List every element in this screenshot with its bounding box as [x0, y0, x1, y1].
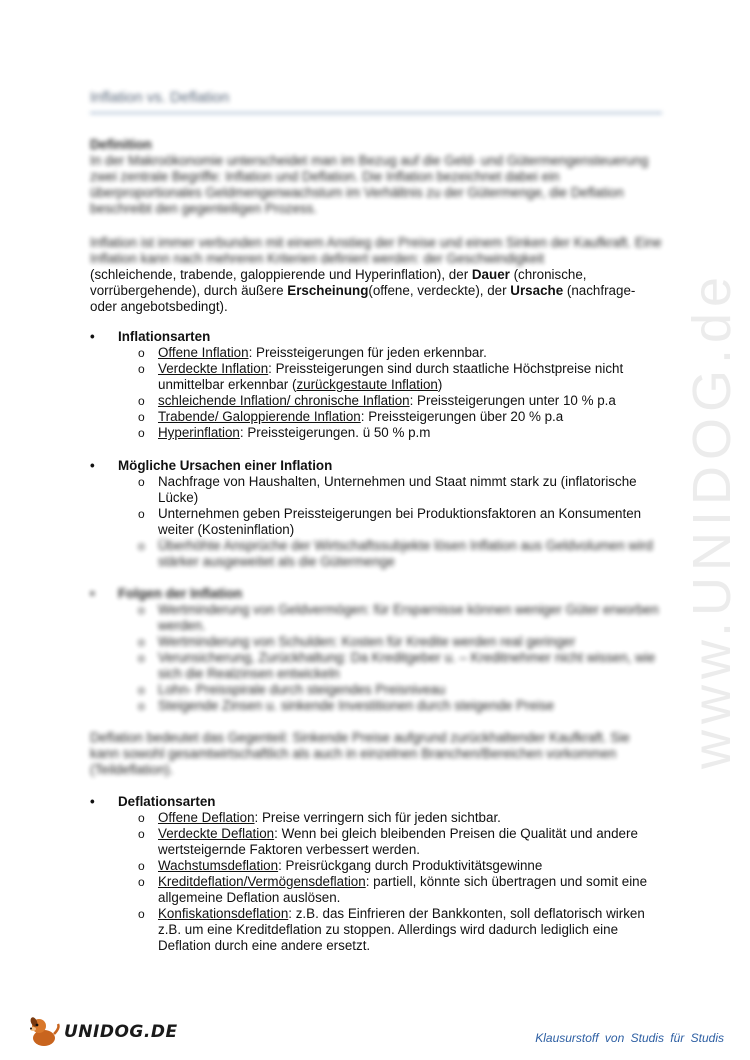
- inflation-text-2: (chronische,: [509, 267, 587, 282]
- term: Hyperinflation: [158, 425, 240, 440]
- folgen-section: [90, 586, 662, 714]
- desc: : Preissteigerungen. ü 50 % p.m: [239, 425, 431, 440]
- desc: : Preissteigerungen über 20 % p.a: [360, 409, 564, 424]
- list-item: [138, 393, 662, 409]
- inflation-text-4: (offene, verdeckte), der: [368, 283, 511, 298]
- list-item: o Nachfrage von Haushalten, Unternehmen und Staat nimmt stark zu (inflatorische Lücke): [138, 474, 662, 506]
- list-item: o Lohn- Preisspirale durch steigendes Preisniveau: [138, 682, 662, 698]
- definition-section: [90, 137, 662, 217]
- inflation-text-1: (schleichende, trabende, galoppierende und Hyperinflation), der: [90, 267, 472, 282]
- term: schleichende Inflation/ chronische Inflation: [158, 393, 410, 408]
- desc: : Preisrückgang durch Produktivitätsgewinne: [278, 858, 543, 873]
- list-item: o Steigende Zinsen u. sinkende Investitionen durch steigende Preise: [138, 698, 662, 714]
- term: zurückgestaute Inflation: [296, 377, 438, 392]
- inflation-erscheinung: Erscheinung: [287, 283, 369, 298]
- inflationsarten-section: [90, 329, 662, 441]
- term: Konfiskationsdeflation: [158, 906, 289, 921]
- deflation-text: Deflation bedeutet das Gegenteil: Sinkende Preise aufgrund zurückhaltender Kaufkraft. Sie kann sowohl gesamtwirtschaftlich als auch in einzelnen Branchen/Bereichen vorkommen (Teildeflation).: [90, 730, 630, 777]
- document-title: Inflation vs. Deflation: [90, 90, 662, 114]
- desc: : z.B. das Einfrieren der Bankkonten, soll deflatorisch wirken z.B. um eine Kreditdeflation zu stoppen. Allerdings wird dadurch lediglich eine Deflation durch eine andere ersetzt.: [158, 906, 645, 953]
- ursachen-section: [90, 458, 662, 570]
- list-item: o Verunsicherung, Zurückhaltung: Da Kreditgeber u. – Kreditnehmer nicht wissen, wie sich die Realzinsen entwickeln: [138, 650, 662, 682]
- term: Verdeckte Deflation: [158, 826, 275, 841]
- footer-slogan: Klausurstoff von Studis für Studis: [535, 1031, 724, 1045]
- term: Offene Inflation: [158, 345, 249, 360]
- desc: : partiell, könnte sich übertragen und somit eine allgemeine Deflation auslösen.: [158, 874, 648, 905]
- inflation-ursache: Ursache: [510, 283, 564, 298]
- definition-heading: Definition: [90, 137, 152, 152]
- inflation-paragraph: [90, 235, 662, 315]
- deflation-paragraph: [90, 730, 662, 778]
- term: Kreditdeflation/Vermögensdeflation: [158, 874, 366, 889]
- dog-icon: [26, 1014, 62, 1050]
- list-item: [138, 425, 662, 441]
- inflation-text-5: (nachfrage-: [563, 283, 636, 298]
- desc: ): [437, 377, 443, 392]
- ursachen-heading: • Mögliche Ursachen einer Inflation: [90, 458, 662, 474]
- deflationsarten-heading: • Deflationsarten: [90, 794, 662, 810]
- term: Wachstumsdeflation: [158, 858, 279, 873]
- list-item: o Wertminderung von Geldvermögen: für Ersparnisse können weniger Güter erworben werden.: [138, 602, 662, 634]
- inflation-paragraph-line1: [90, 267, 662, 283]
- list-item: o Unternehmen geben Preissteigerungen bei Produktionsfaktoren an Konsumenten weiter (Kosteninflation): [138, 506, 662, 538]
- list-item: [138, 361, 662, 393]
- deflationsarten-list: [90, 810, 662, 954]
- folgen-list: [90, 602, 662, 714]
- logo-text: UNIDOG.DE: [64, 1022, 178, 1042]
- watermark: www.UNIDOG.de: [682, 270, 742, 770]
- inflationsarten-heading: • Inflationsarten: [90, 329, 662, 345]
- list-item: o Wertminderung von Schulden: Kosten für Kredite werden real geringer: [138, 634, 662, 650]
- unidog-logo: [26, 1014, 178, 1050]
- inflation-paragraph-line2: [90, 283, 662, 299]
- list-item: [138, 826, 662, 858]
- list-item: [138, 906, 662, 954]
- desc: : Wenn bei gleich bleibenden Preisen die Qualität und andere wertsteigernde Faktoren verbessert werden.: [158, 826, 638, 857]
- list-item: [138, 409, 662, 425]
- list-item: [138, 345, 662, 361]
- list-item: o Überhöhte Ansprüche der Wirtschaftssubjekte lösen Inflation aus Geldvolumen wird stärker ausgeweitet als die Gütermenge: [138, 538, 662, 570]
- folgen-heading: • Folgen der Inflation: [90, 586, 662, 602]
- desc: : Preissteigerungen sind durch staatliche Höchstpreise nicht unmittelbar erkennbar (: [158, 361, 624, 392]
- inflation-paragraph-line3: oder angebotsbedingt).: [90, 299, 228, 314]
- deflationsarten-section: [90, 794, 662, 954]
- inflation-dauer: Dauer: [471, 267, 510, 282]
- list-item: [138, 858, 662, 874]
- inflationsarten-list: [90, 345, 662, 441]
- term: Offene Deflation: [158, 810, 255, 825]
- inflation-text-3: vorrübergehende), durch äußere: [90, 283, 288, 298]
- desc: : Preissteigerungen unter 10 % p.a: [409, 393, 616, 408]
- term: Trabende/ Galoppierende Inflation: [158, 409, 361, 424]
- desc: : Preise verringern sich für jeden sichtbar.: [254, 810, 501, 825]
- list-item: [138, 874, 662, 906]
- ursachen-list: [90, 474, 662, 570]
- term: Verdeckte Inflation: [158, 361, 269, 376]
- definition-text: In der Makroökonomie unterscheidet man im Bezug auf die Geld- und Gütermengensteuerung zwei zentrale Begriffe: Inflation und Deflation. Die Inflation bezeichnet dabei ein überproportionales Geldmengenwachstum im Verhältnis zu der Gütermenge, die Deflation beschreibt den gegenteiligen Prozess.: [90, 153, 649, 216]
- desc: : Preissteigerungen für jeden erkennbar.: [248, 345, 487, 360]
- list-item: [138, 810, 662, 826]
- inflation-paragraph-blurred: Inflation ist immer verbunden mit einem Anstieg der Preise und einem Sinken der Kaufkraft. Eine Inflation kann nach mehreren Kriterien definiert werden: der Geschwindigkeit: [90, 235, 662, 266]
